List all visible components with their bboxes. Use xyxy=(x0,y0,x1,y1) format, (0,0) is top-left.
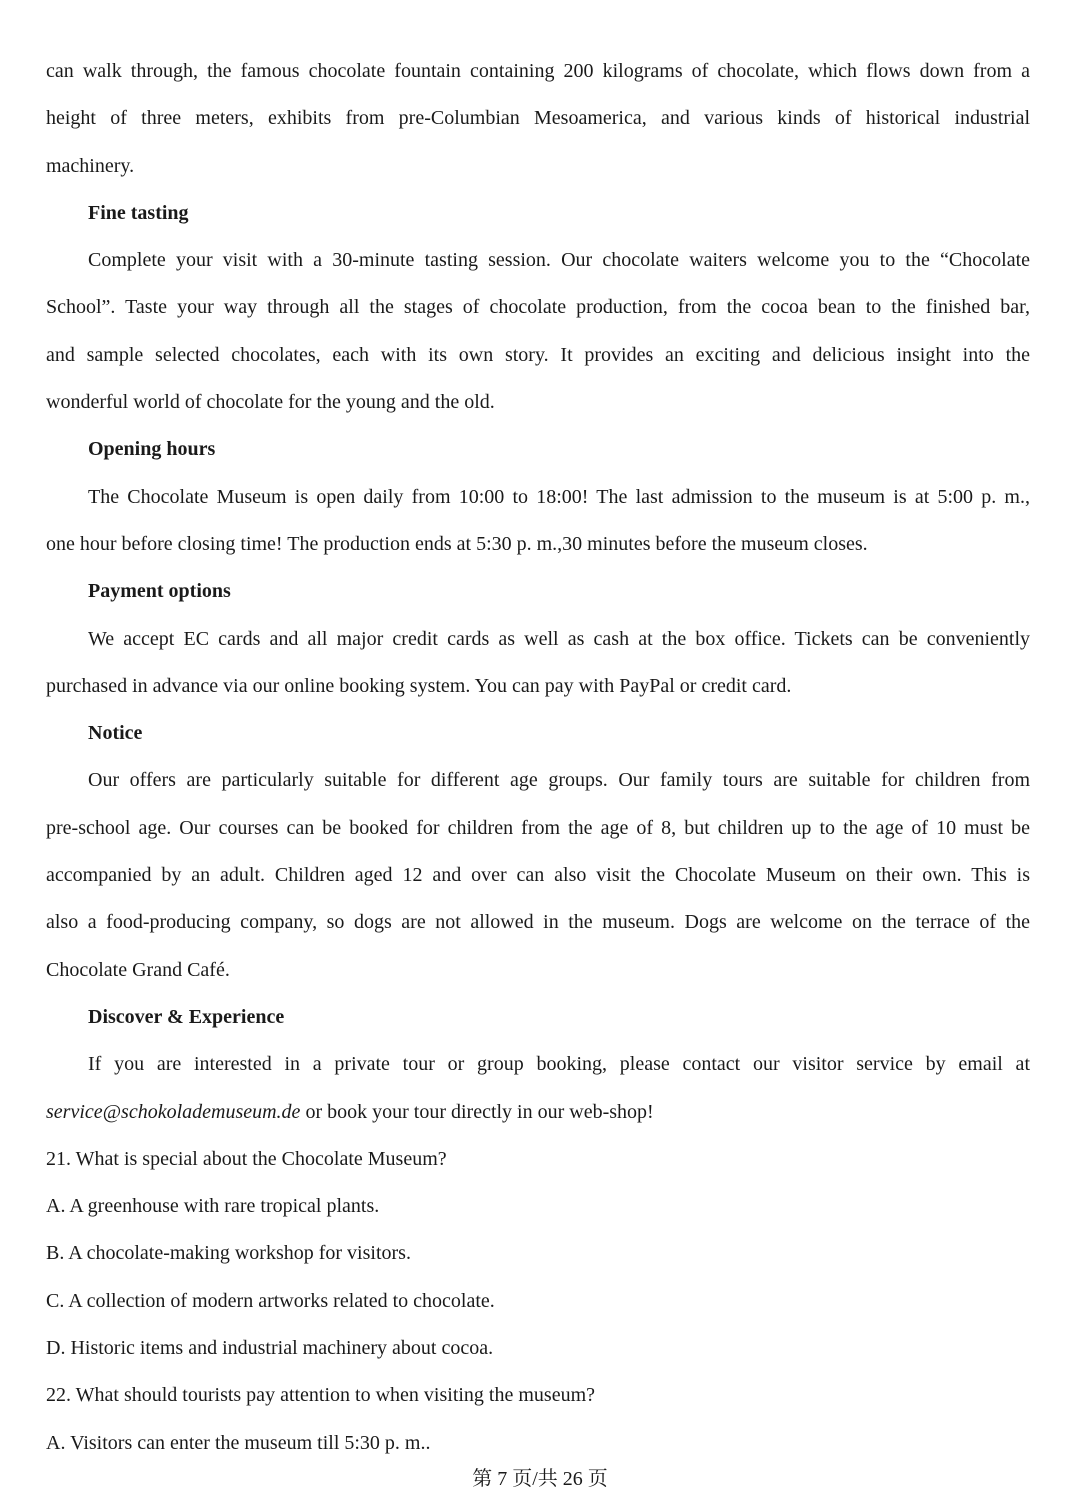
page-number-footer: 第 7 页/共 26 页 xyxy=(472,1468,608,1490)
text-line: We accept EC cards and all major credit cards as well as cash at the box office. Tickets can be conveniently xyxy=(88,627,1030,650)
section-heading-fine-tasting: Fine tasting xyxy=(88,201,189,224)
text-fragment: or book your tour directly in our web-shop! xyxy=(300,1100,654,1123)
text-line: The Chocolate Museum is open daily from 10:00 to 18:00! The last admission to the museum is at 5:00 p. m., xyxy=(88,485,1030,508)
text-line: and sample selected chocolates, each with its own story. It provides an exciting and delicious insight into the xyxy=(46,343,1030,366)
text-line: If you are interested in a private tour or group booking, please contact our visitor service by email at xyxy=(88,1053,1030,1076)
section-heading-opening-hours: Opening hours xyxy=(88,438,216,461)
section-heading-notice: Notice xyxy=(88,722,143,745)
question-22-option-a: A. Visitors can enter the museum till 5:30 p. m.. xyxy=(46,1431,431,1454)
section-heading-payment-options: Payment options xyxy=(88,580,231,603)
text-line xyxy=(46,1089,1030,1136)
question-21-option-d: D. Historic items and industrial machinery about cocoa. xyxy=(46,1337,494,1360)
text-line: accompanied by an adult. Children aged 12 and over can also visit the Chocolate Museum on their own. This is xyxy=(46,864,1030,887)
text-line: height of three meters, exhibits from pre-Columbian Mesoamerica, and various kinds of historical industrial xyxy=(46,107,1030,130)
email-address: service@schokolademuseum.de xyxy=(46,1100,301,1123)
section-heading-discover-experience: Discover & Experience xyxy=(88,1005,285,1028)
text-line: one hour before closing time! The production ends at 5:30 p. m.,30 minutes before the museum closes. xyxy=(46,532,868,555)
page-content xyxy=(46,48,1030,1467)
text-line: machinery. xyxy=(46,154,135,177)
text-line: School”. Taste your way through all the stages of chocolate production, from the cocoa bean to the finished bar, xyxy=(46,296,1030,319)
question-21-option-b: B. A chocolate-making workshop for visitors. xyxy=(46,1242,411,1265)
text-line: Chocolate Grand Café. xyxy=(46,958,230,981)
question-21-option-a: A. A greenhouse with rare tropical plants. xyxy=(46,1195,380,1218)
text-line: pre-school age. Our courses can be booked for children from the age of 8, but children up to the age of 10 must be xyxy=(46,816,1030,839)
text-line: wonderful world of chocolate for the young and the old. xyxy=(46,391,495,414)
text-line: can walk through, the famous chocolate fountain containing 200 kilograms of chocolate, which flows down from a xyxy=(46,60,1030,82)
text-line: also a food-producing company, so dogs are not allowed in the museum. Dogs are welcome on the terrace of the xyxy=(46,911,1030,934)
text-line: Complete your visit with a 30-minute tasting session. Our chocolate waiters welcome you to the “Chocolate xyxy=(88,249,1030,272)
question-21-stem: 21. What is special about the Chocolate Museum? xyxy=(46,1147,447,1170)
question-21-option-c: C. A collection of modern artworks related to chocolate. xyxy=(46,1289,495,1312)
text-line: Our offers are particularly suitable for different age groups. Our family tours are suitable for children from xyxy=(88,769,1030,792)
question-22-stem: 22. What should tourists pay attention to when visiting the museum? xyxy=(46,1384,596,1407)
text-line: purchased in advance via our online booking system. You can pay with PayPal or credit card. xyxy=(46,674,792,697)
